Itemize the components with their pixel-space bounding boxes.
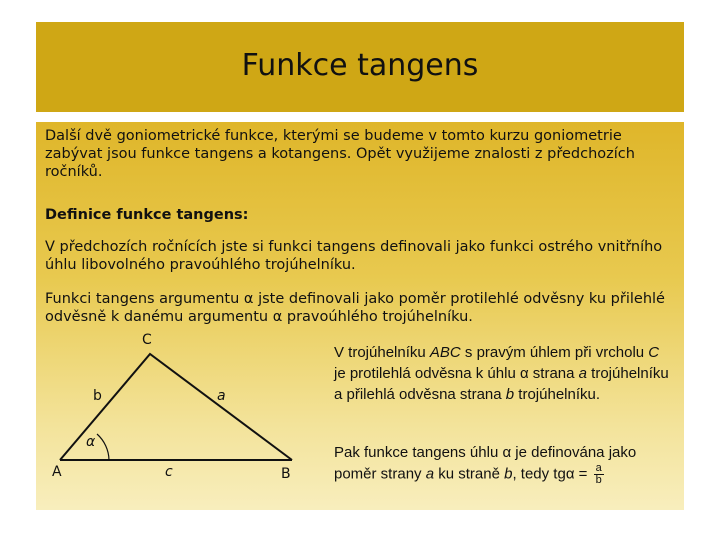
intro-paragraph: Další dvě goniometrické funkce, kterými se budeme v tomto kurzu goniometrie zabývat jsou funkce tangens a kotangens. Opět využijeme znalosti z předchozích ročníků. bbox=[45, 128, 635, 180]
side-c-label: c bbox=[165, 464, 173, 480]
alpha-symbol: α bbox=[243, 291, 254, 307]
vertex-b-label: B bbox=[281, 466, 291, 482]
previous-definition-paragraph: V předchozích ročnících jste si funkci tangens definovali jako funkci ostrého vnitřního úhlu libovolného pravoúhlého trojúhelníku. bbox=[45, 239, 663, 273]
slide-title: Funkce tangens bbox=[241, 48, 479, 83]
argument-text-1: Funkci tangens argumentu bbox=[45, 291, 240, 307]
definition-heading: Definice funkce tangens: bbox=[45, 207, 249, 223]
triangle-description: V trojúhelníku ABC s pravým úhlem při vrcholu C je protilehlá odvěsna k úhlu α strana a trojúhelníku a přilehlá odvěsna strana b trojúhelníku. bbox=[334, 344, 669, 403]
alpha-symbol: α bbox=[565, 465, 575, 483]
vertex-a-label: A bbox=[52, 464, 62, 480]
side-b-label: b bbox=[93, 388, 102, 404]
vertex-c-label: C bbox=[142, 332, 152, 348]
angle-arc bbox=[97, 434, 109, 460]
tangent-definition: Pak funkce tangens úhlu α je definována jako poměr strany a ku straně b, tedy tgα = $\frac{a}{b}$ bbox=[334, 444, 637, 486]
right-triangle-diagram bbox=[36, 122, 336, 510]
content-area bbox=[36, 122, 684, 510]
side-a-label: a bbox=[217, 388, 226, 404]
argument-text-3: pravoúhlého trojúhelníku. bbox=[286, 309, 473, 325]
angle-alpha-label: α bbox=[86, 434, 96, 450]
alpha-symbol: α bbox=[272, 309, 283, 325]
title-bar bbox=[36, 22, 684, 112]
argument-text-2: jste definovali jako poměr protilehlé odvěsny ku přilehlé odvěsně k danému argumentu bbox=[45, 291, 665, 325]
fraction-a-over-b: $\frac{a}{b}$ bbox=[595, 462, 602, 486]
